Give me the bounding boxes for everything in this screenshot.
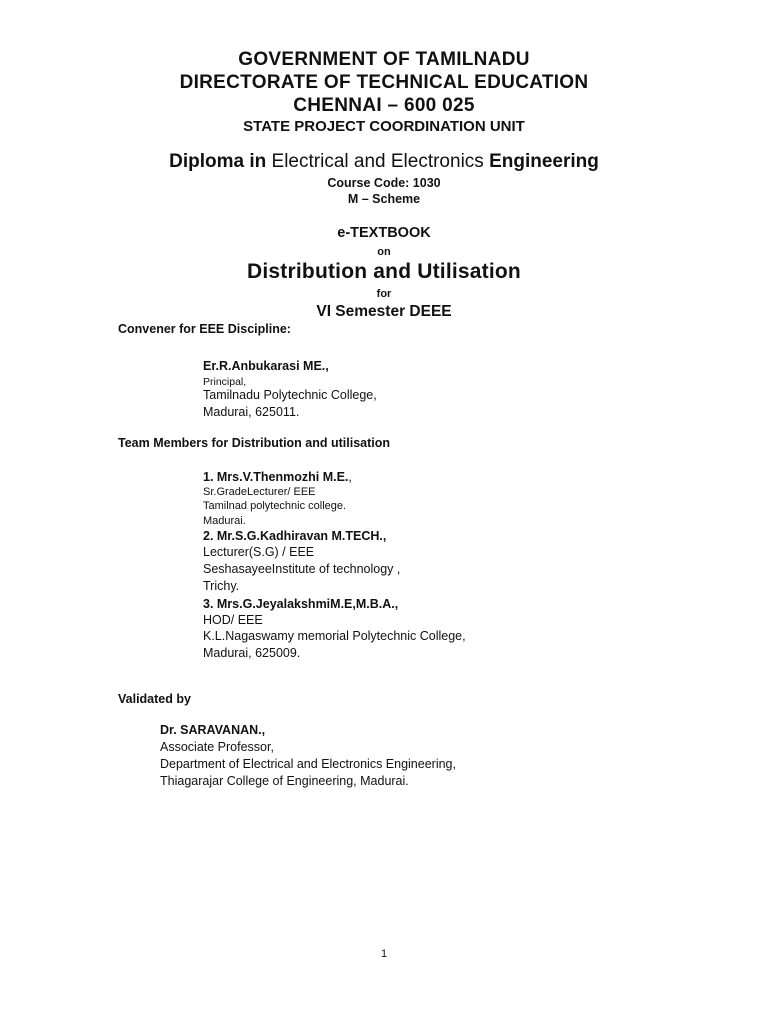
header-line-city: CHENNAI – 600 025 <box>293 95 475 116</box>
scheme: M – Scheme <box>347 192 421 206</box>
diploma-middle: Electrical and Electronics <box>271 151 484 172</box>
team-member-3-city: Madurai, 625009. <box>203 646 301 660</box>
diploma-prefix: Diploma in <box>169 151 272 172</box>
convener-role: Principal, <box>203 376 247 388</box>
validated-heading: Validated by <box>118 692 191 706</box>
team-member-2-city: Trichy. <box>203 579 240 593</box>
convener-heading: Convener for EEE Discipline: <box>118 322 291 336</box>
convener-city: Madurai, 625011. <box>203 405 300 419</box>
validator-name: Dr. SARAVANAN., <box>160 723 266 737</box>
team-member-3-role: HOD/ EEE <box>203 613 263 627</box>
semester-label: VI Semester DEEE <box>316 303 452 320</box>
on-label: on <box>377 246 391 258</box>
team-member-1-name: 1. Mrs.V.Thenmozhi M.E. <box>203 470 349 484</box>
subject-title: Distribution and Utilisation <box>247 260 521 283</box>
team-member-2-role: Lecturer(S.G) / EEE <box>203 545 315 559</box>
validator-role: Associate Professor, <box>160 740 274 754</box>
header-line-directorate: DIRECTORATE OF TECHNICAL EDUCATION <box>179 72 589 93</box>
team-member-3-college: K.L.Nagaswamy memorial Polytechnic College, <box>203 629 466 643</box>
team-member-2-college: SeshasayeeInstitute of technology , <box>203 562 401 576</box>
team-heading: Team Members for Distribution and utilisation <box>118 436 391 450</box>
validator-college: Thiagarajar College of Engineering, Madurai. <box>160 774 409 788</box>
header-line-government: GOVERNMENT OF TAMILNADU <box>238 49 530 70</box>
team-member-1-name-line <box>203 470 352 484</box>
convener-college: Tamilnadu Polytechnic College, <box>203 388 377 402</box>
team-member-2-name: 2. Mr.S.G.Kadhiravan M.TECH., <box>203 529 387 543</box>
convener-name: Er.R.Anbukarasi ME., <box>203 359 329 373</box>
diploma-suffix: Engineering <box>483 151 599 172</box>
team-member-1-comma: , <box>348 470 352 484</box>
course-code: Course Code: 1030 <box>327 176 441 190</box>
team-member-1-college: Tamilnad polytechnic college. <box>203 500 347 512</box>
team-member-1-city: Madurai. <box>203 515 246 527</box>
page-number: 1 <box>380 948 388 960</box>
etextbook-label: e-TEXTBOOK <box>337 225 431 241</box>
team-member-1-role: Sr.GradeLecturer/ EEE <box>203 486 316 498</box>
header-line-unit: STATE PROJECT COORDINATION UNIT <box>243 118 525 135</box>
for-label: for <box>376 288 392 300</box>
diploma-title <box>0 151 768 173</box>
validator-department: Department of Electrical and Electronics Engineering, <box>160 757 456 771</box>
team-member-3-name: 3. Mrs.G.JeyalakshmiM.E,M.B.A., <box>203 597 399 611</box>
